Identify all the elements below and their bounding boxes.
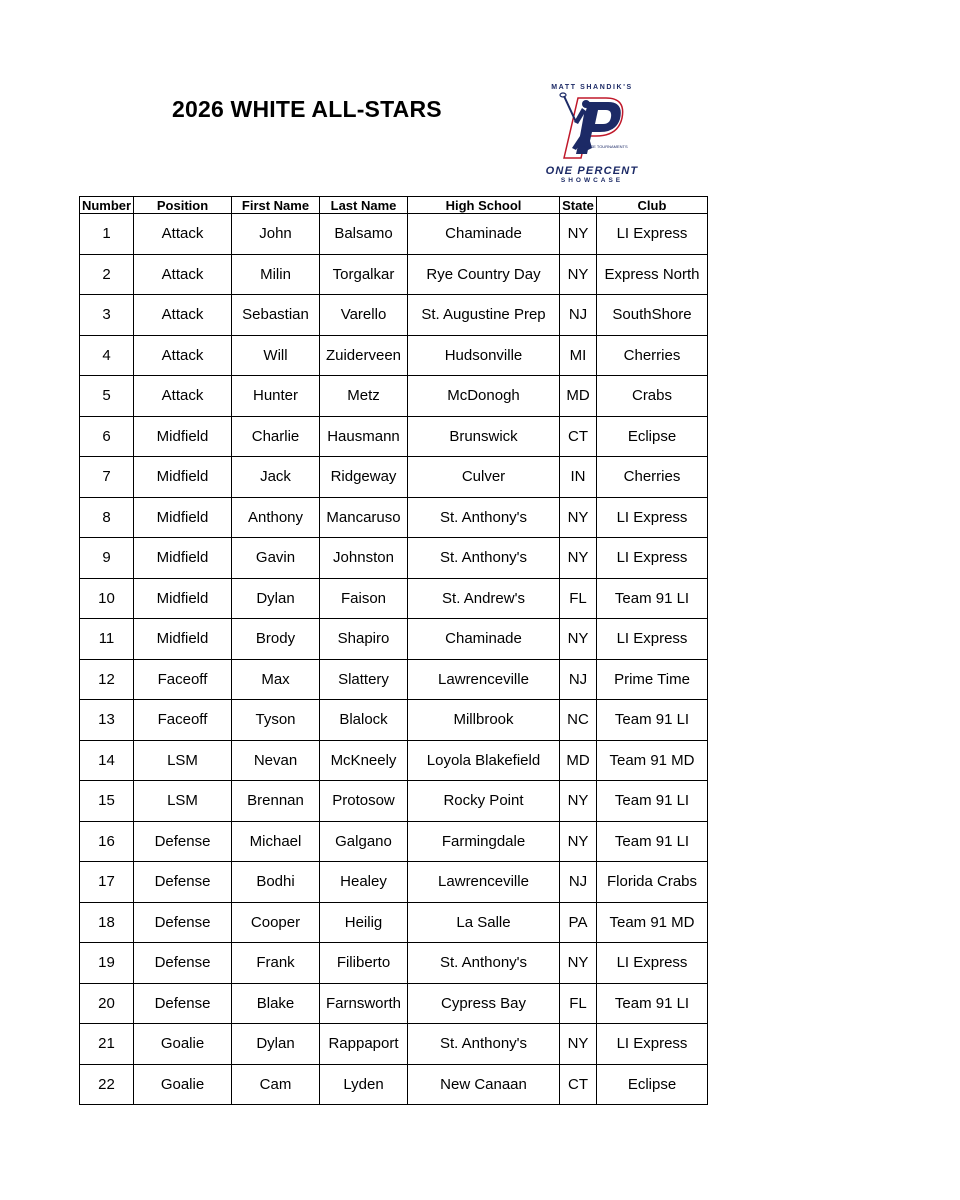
cell-high-school: McDonogh xyxy=(408,376,560,417)
cell-first-name: Dylan xyxy=(232,578,320,619)
cell-last-name: Metz xyxy=(320,376,408,417)
cell-state: FL xyxy=(560,983,597,1024)
column-header-state: State xyxy=(560,197,597,214)
cell-number: 15 xyxy=(80,781,134,822)
cell-position: Attack xyxy=(134,376,232,417)
page-title: 2026 WHITE ALL-STARS xyxy=(172,96,442,122)
logo-top-text: MATT SHANDIK'S xyxy=(551,84,633,91)
cell-state: NJ xyxy=(560,295,597,336)
cell-number: 9 xyxy=(80,538,134,579)
cell-number: 11 xyxy=(80,619,134,660)
cell-last-name: Shapiro xyxy=(320,619,408,660)
cell-state: NJ xyxy=(560,659,597,700)
cell-club: LI Express xyxy=(597,214,708,255)
cell-club: LI Express xyxy=(597,619,708,660)
cell-first-name: Blake xyxy=(232,983,320,1024)
cell-first-name: Cooper xyxy=(232,902,320,943)
table-row xyxy=(80,619,708,660)
table-row xyxy=(80,295,708,336)
cell-position: Midfield xyxy=(134,457,232,498)
cell-number: 19 xyxy=(80,943,134,984)
cell-position: Attack xyxy=(134,214,232,255)
cell-club: LI Express xyxy=(597,497,708,538)
cell-high-school: Millbrook xyxy=(408,700,560,741)
cell-last-name: Torgalkar xyxy=(320,254,408,295)
cell-position: Defense xyxy=(134,821,232,862)
cell-state: CT xyxy=(560,416,597,457)
cell-high-school: Rye Country Day xyxy=(408,254,560,295)
table-row xyxy=(80,214,708,255)
cell-first-name: Will xyxy=(232,335,320,376)
table-row xyxy=(80,983,708,1024)
cell-first-name: Milin xyxy=(232,254,320,295)
cell-club: Florida Crabs xyxy=(597,862,708,903)
cell-last-name: Zuiderveen xyxy=(320,335,408,376)
cell-position: Attack xyxy=(134,335,232,376)
cell-position: Goalie xyxy=(134,1064,232,1105)
cell-number: 6 xyxy=(80,416,134,457)
cell-position: Defense xyxy=(134,983,232,1024)
table-row xyxy=(80,821,708,862)
cell-number: 12 xyxy=(80,659,134,700)
table-row xyxy=(80,416,708,457)
logo-sub-text: LACROSSE TOURNAMENTS xyxy=(574,144,628,149)
cell-club: Crabs xyxy=(597,376,708,417)
cell-state: NC xyxy=(560,700,597,741)
cell-state: NY xyxy=(560,254,597,295)
column-header-first-name: First Name xyxy=(232,197,320,214)
cell-number: 17 xyxy=(80,862,134,903)
cell-position: Midfield xyxy=(134,578,232,619)
cell-high-school: St. Andrew's xyxy=(408,578,560,619)
cell-last-name: Filiberto xyxy=(320,943,408,984)
table-row xyxy=(80,1064,708,1105)
cell-last-name: Farnsworth xyxy=(320,983,408,1024)
cell-high-school: St. Anthony's xyxy=(408,943,560,984)
table-row xyxy=(80,943,708,984)
cell-number: 2 xyxy=(80,254,134,295)
cell-state: PA xyxy=(560,902,597,943)
table-row xyxy=(80,376,708,417)
cell-position: Midfield xyxy=(134,619,232,660)
table-row xyxy=(80,659,708,700)
table-row xyxy=(80,1024,708,1065)
table-row xyxy=(80,781,708,822)
cell-high-school: Lawrenceville xyxy=(408,659,560,700)
cell-number: 20 xyxy=(80,983,134,1024)
cell-club: Team 91 MD xyxy=(597,740,708,781)
lacrosse-player-p-logo-icon xyxy=(556,92,630,164)
cell-club: Eclipse xyxy=(597,416,708,457)
column-header-high-school: High School xyxy=(408,197,560,214)
cell-number: 13 xyxy=(80,700,134,741)
cell-last-name: Galgano xyxy=(320,821,408,862)
roster-body xyxy=(80,214,708,1105)
cell-number: 5 xyxy=(80,376,134,417)
cell-high-school: Brunswick xyxy=(408,416,560,457)
cell-high-school: Culver xyxy=(408,457,560,498)
cell-last-name: Balsamo xyxy=(320,214,408,255)
table-row xyxy=(80,740,708,781)
cell-state: MD xyxy=(560,376,597,417)
cell-first-name: Tyson xyxy=(232,700,320,741)
cell-state: MI xyxy=(560,335,597,376)
cell-number: 8 xyxy=(80,497,134,538)
cell-high-school: La Salle xyxy=(408,902,560,943)
cell-position: Defense xyxy=(134,862,232,903)
cell-club: Team 91 LI xyxy=(597,700,708,741)
cell-high-school: Hudsonville xyxy=(408,335,560,376)
cell-last-name: Protosow xyxy=(320,781,408,822)
cell-club: LI Express xyxy=(597,538,708,579)
cell-first-name: Michael xyxy=(232,821,320,862)
logo-showcase-text: SHOWCASE xyxy=(560,177,624,184)
cell-high-school: Cypress Bay xyxy=(408,983,560,1024)
cell-number: 16 xyxy=(80,821,134,862)
cell-number: 21 xyxy=(80,1024,134,1065)
cell-position: Attack xyxy=(134,295,232,336)
cell-high-school: Lawrenceville xyxy=(408,862,560,903)
table-row xyxy=(80,335,708,376)
logo-main-text: ONE PERCENT xyxy=(545,165,639,177)
cell-club: Prime Time xyxy=(597,659,708,700)
cell-last-name: Hausmann xyxy=(320,416,408,457)
cell-first-name: Dylan xyxy=(232,1024,320,1065)
cell-state: FL xyxy=(560,578,597,619)
cell-first-name: Charlie xyxy=(232,416,320,457)
cell-high-school: Farmingdale xyxy=(408,821,560,862)
cell-club: Team 91 LI xyxy=(597,821,708,862)
cell-last-name: Johnston xyxy=(320,538,408,579)
cell-last-name: Healey xyxy=(320,862,408,903)
cell-position: Midfield xyxy=(134,497,232,538)
cell-high-school: Rocky Point xyxy=(408,781,560,822)
cell-position: Midfield xyxy=(134,538,232,579)
cell-first-name: Anthony xyxy=(232,497,320,538)
cell-state: CT xyxy=(560,1064,597,1105)
cell-last-name: Mancaruso xyxy=(320,497,408,538)
cell-club: Cherries xyxy=(597,457,708,498)
cell-number: 14 xyxy=(80,740,134,781)
cell-state: NY xyxy=(560,619,597,660)
cell-club: SouthShore xyxy=(597,295,708,336)
cell-club: LI Express xyxy=(597,1024,708,1065)
cell-state: NY xyxy=(560,781,597,822)
table-header-row xyxy=(80,197,708,214)
cell-club: Team 91 LI xyxy=(597,578,708,619)
cell-position: Faceoff xyxy=(134,700,232,741)
cell-club: Express North xyxy=(597,254,708,295)
cell-state: NY xyxy=(560,497,597,538)
cell-position: Goalie xyxy=(134,1024,232,1065)
cell-first-name: Gavin xyxy=(232,538,320,579)
column-header-last-name: Last Name xyxy=(320,197,408,214)
cell-last-name: Blalock xyxy=(320,700,408,741)
cell-high-school: St. Augustine Prep xyxy=(408,295,560,336)
column-header-club: Club xyxy=(597,197,708,214)
cell-first-name: John xyxy=(232,214,320,255)
cell-last-name: Ridgeway xyxy=(320,457,408,498)
cell-high-school: St. Anthony's xyxy=(408,538,560,579)
cell-last-name: Slattery xyxy=(320,659,408,700)
cell-high-school: Chaminade xyxy=(408,619,560,660)
cell-state: NY xyxy=(560,538,597,579)
cell-last-name: Varello xyxy=(320,295,408,336)
column-header-number: Number xyxy=(80,197,134,214)
cell-position: Defense xyxy=(134,902,232,943)
cell-position: LSM xyxy=(134,781,232,822)
cell-state: NY xyxy=(560,1024,597,1065)
cell-first-name: Sebastian xyxy=(232,295,320,336)
cell-club: Cherries xyxy=(597,335,708,376)
cell-number: 4 xyxy=(80,335,134,376)
cell-first-name: Jack xyxy=(232,457,320,498)
table-row xyxy=(80,902,708,943)
cell-number: 18 xyxy=(80,902,134,943)
cell-last-name: Heilig xyxy=(320,902,408,943)
cell-number: 7 xyxy=(80,457,134,498)
cell-state: MD xyxy=(560,740,597,781)
table-row xyxy=(80,457,708,498)
cell-high-school: New Canaan xyxy=(408,1064,560,1105)
cell-first-name: Brody xyxy=(232,619,320,660)
cell-last-name: Faison xyxy=(320,578,408,619)
cell-position: Defense xyxy=(134,943,232,984)
cell-club: LI Express xyxy=(597,943,708,984)
table-row xyxy=(80,862,708,903)
cell-last-name: McKneely xyxy=(320,740,408,781)
cell-state: NY xyxy=(560,821,597,862)
cell-high-school: St. Anthony's xyxy=(408,497,560,538)
column-header-position: Position xyxy=(134,197,232,214)
cell-club: Team 91 LI xyxy=(597,983,708,1024)
cell-number: 1 xyxy=(80,214,134,255)
cell-number: 10 xyxy=(80,578,134,619)
cell-first-name: Max xyxy=(232,659,320,700)
one-percent-showcase-logo xyxy=(530,84,654,184)
cell-club: Team 91 LI xyxy=(597,781,708,822)
table-row xyxy=(80,578,708,619)
table-row xyxy=(80,538,708,579)
cell-club: Team 91 MD xyxy=(597,902,708,943)
cell-state: IN xyxy=(560,457,597,498)
cell-high-school: St. Anthony's xyxy=(408,1024,560,1065)
table-row xyxy=(80,254,708,295)
cell-state: NY xyxy=(560,943,597,984)
cell-last-name: Lyden xyxy=(320,1064,408,1105)
cell-position: Faceoff xyxy=(134,659,232,700)
cell-position: LSM xyxy=(134,740,232,781)
roster-table xyxy=(79,196,708,1105)
cell-first-name: Frank xyxy=(232,943,320,984)
cell-position: Midfield xyxy=(134,416,232,457)
cell-first-name: Brennan xyxy=(232,781,320,822)
cell-high-school: Loyola Blakefield xyxy=(408,740,560,781)
cell-last-name: Rappaport xyxy=(320,1024,408,1065)
cell-position: Attack xyxy=(134,254,232,295)
cell-state: NY xyxy=(560,214,597,255)
cell-number: 3 xyxy=(80,295,134,336)
cell-number: 22 xyxy=(80,1064,134,1105)
cell-first-name: Nevan xyxy=(232,740,320,781)
table-row xyxy=(80,497,708,538)
cell-first-name: Cam xyxy=(232,1064,320,1105)
table-row xyxy=(80,700,708,741)
cell-first-name: Hunter xyxy=(232,376,320,417)
cell-first-name: Bodhi xyxy=(232,862,320,903)
cell-club: Eclipse xyxy=(597,1064,708,1105)
cell-high-school: Chaminade xyxy=(408,214,560,255)
cell-state: NJ xyxy=(560,862,597,903)
